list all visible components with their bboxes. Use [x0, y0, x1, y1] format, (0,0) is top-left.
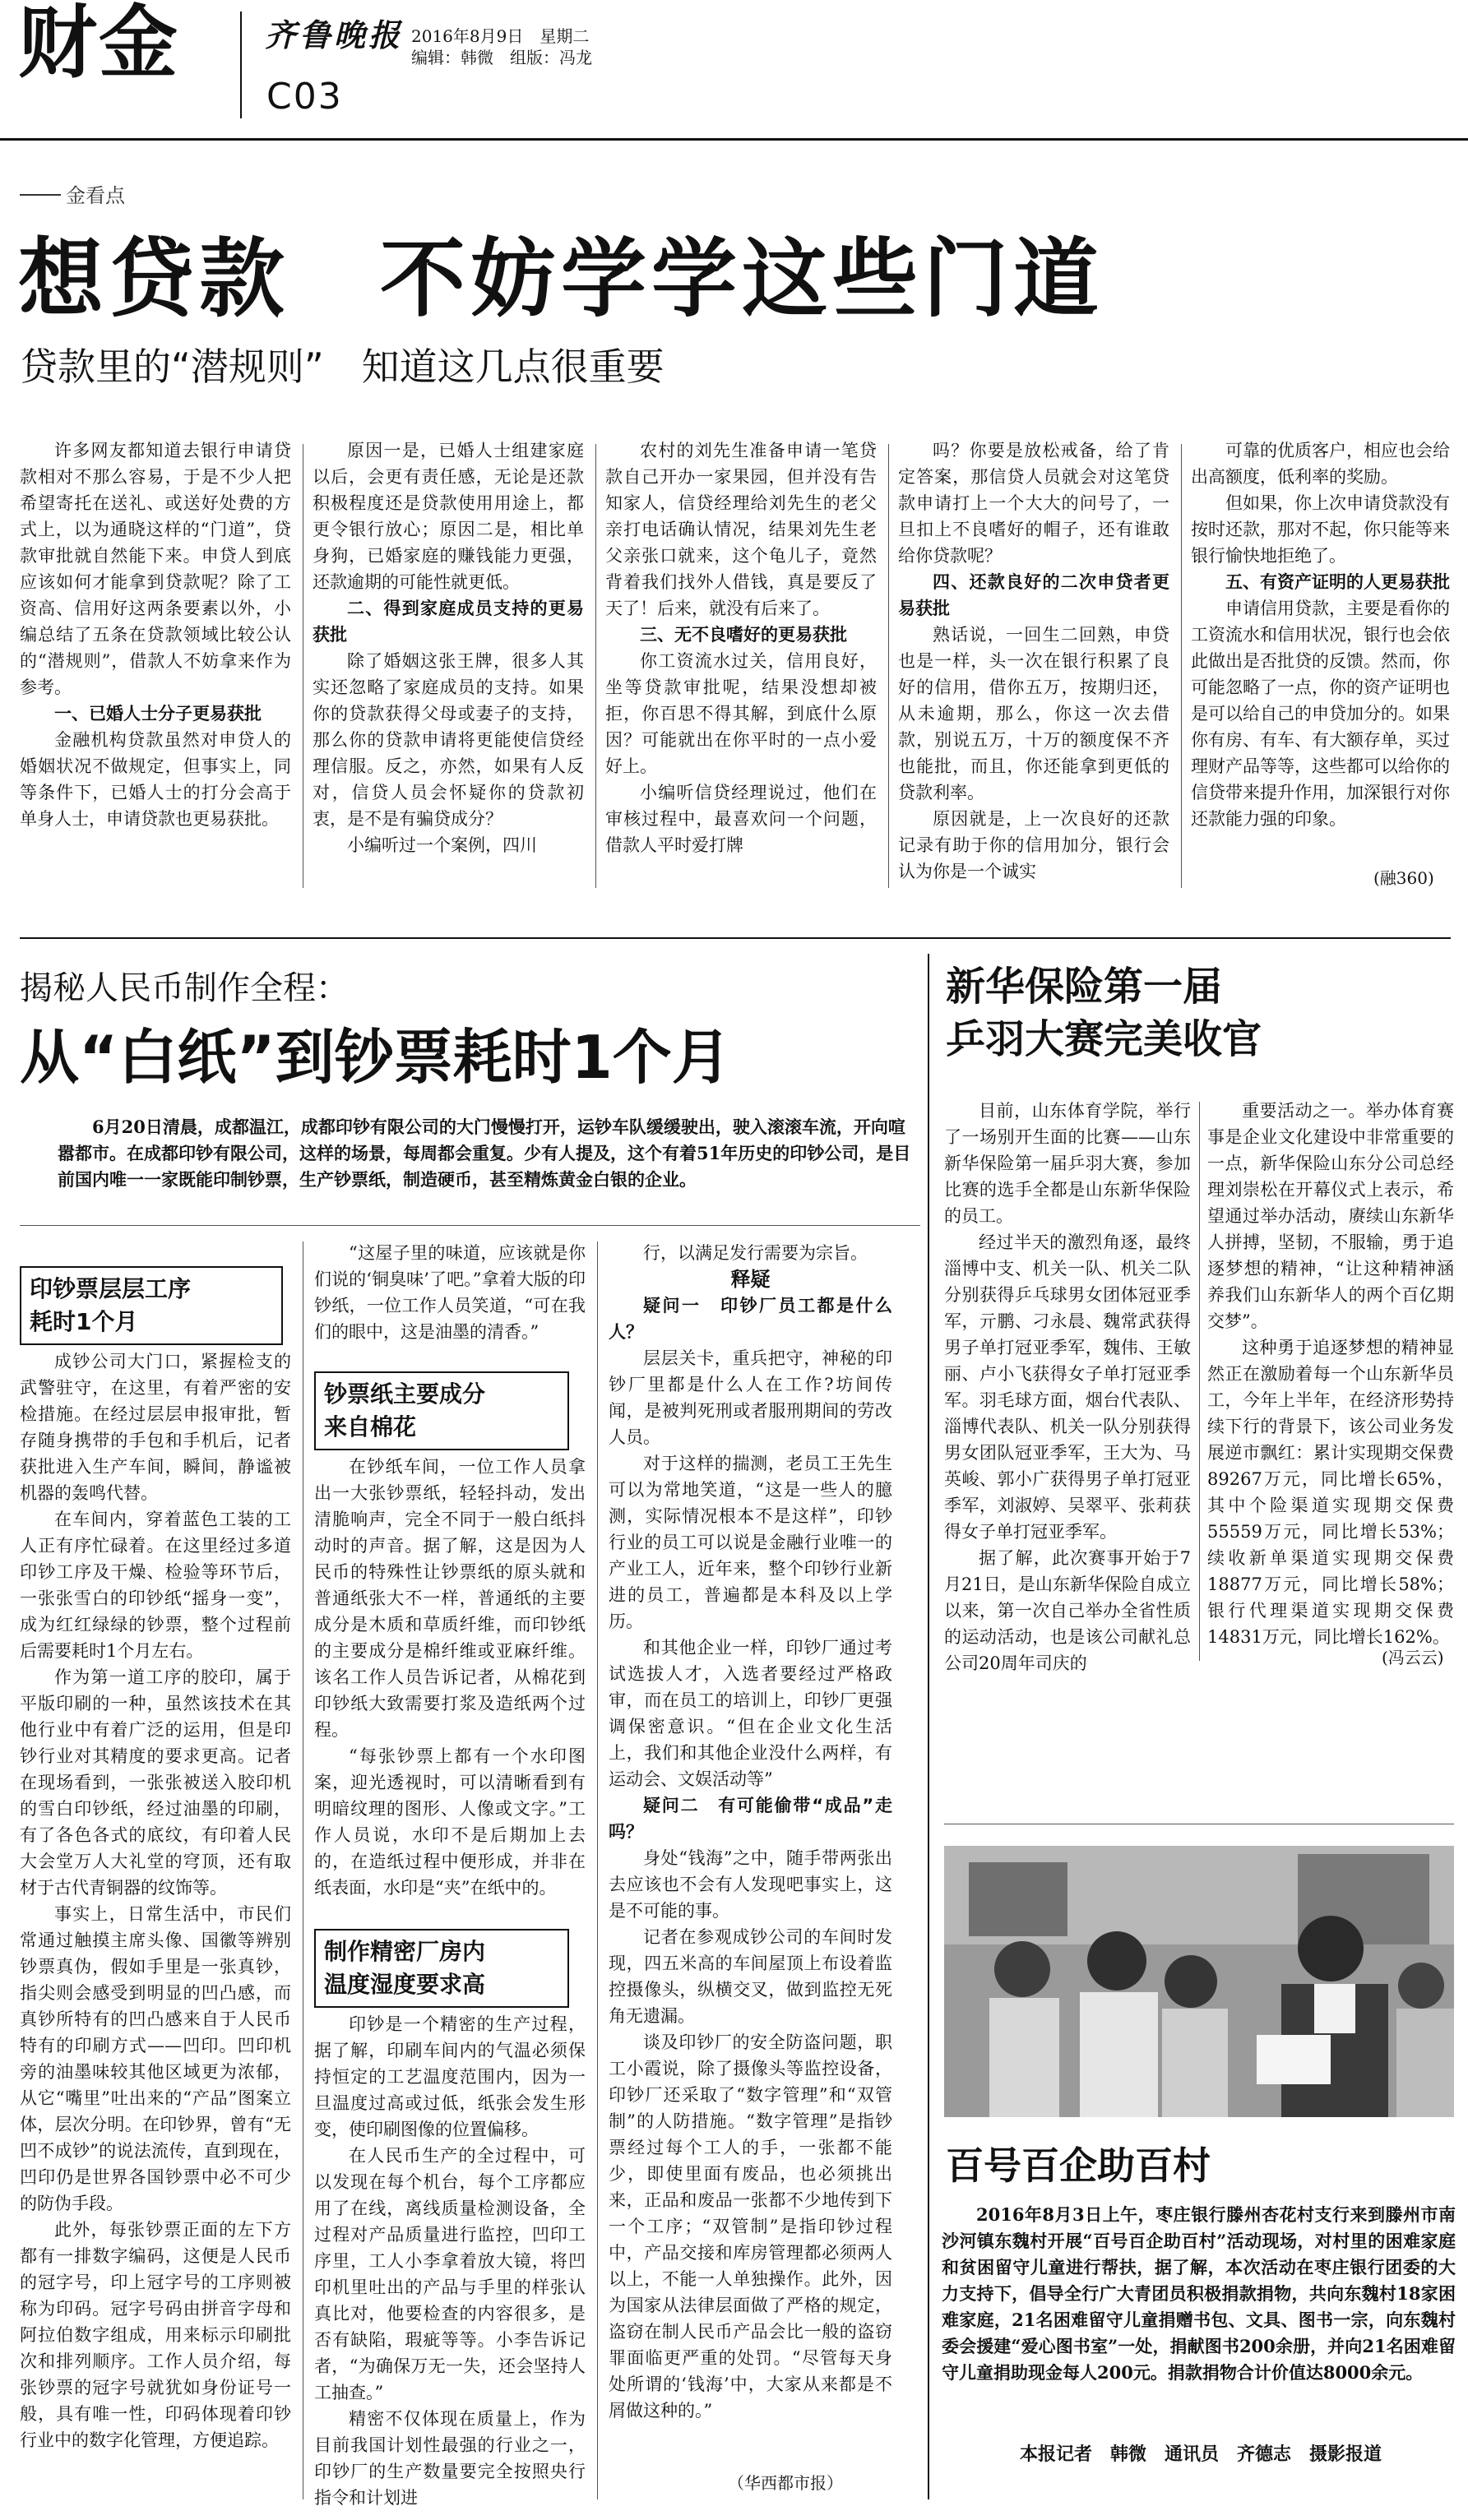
editors-line: 编辑：韩微 组版：冯龙: [411, 48, 592, 67]
article2-byline: （华西都市报）: [728, 2473, 843, 2493]
paragraph: 申请信用贷款，主要是看你的工资流水和信用状况，银行也会依此做出是否批贷的反馈。然而，你可能忽略了一点，你的资产证明也是可以给自己的申贷加分的。如果你有房、有车、有大额存单，买过理财产品等等，这些都可以给你的信贷带来提升作用，加深银行对你还款能力强的印象。: [1191, 599, 1450, 829]
lead-rule: [20, 1225, 920, 1226]
subheading: 四、还款良好的二次申贷者更易获批: [898, 572, 1169, 618]
kicker-line: [20, 194, 61, 196]
article1-column-3: [605, 437, 877, 931]
paragraph: 和其他企业一样，印钞厂通过考试选拔人才，入选者要经过严格政审，而在员工的培训上，印钞厂更强调保密意识。“但在企业文化生活上，我们和其他企业没什么两样，有运动会、文娱活动等”: [609, 1638, 892, 1789]
paragraph: 原因一是，已婚人士组建家庭以后，会更有责任感，无论是还款积极程度还是贷款使用用途上，都更令银行放心；原因二是，相比单身狗，已婚家庭的赚钱能力更强，还款逾期的可能性就更低。: [313, 441, 584, 592]
subheading: 五、有资产证明的人更易获批: [1225, 572, 1450, 592]
paragraph: 事实上，日常生活中，市民们常通过触摸主席头像、国徽等辨别钞票真伪，假如手里是一张真钞，指尖则会感受到明显的凹凸感，而真钞所特有的凹凸感来自于人民币特有的印刷方式——凹印。凹印机旁的油墨味较其他区域更为浓郁，从它“嘴里”吐出来的“产品”图案立体，层次分明。在印钞界，曾有“无凹不成钞”的说法流传，直到现在，凹印仍是世界各国钞票中必不可少的防伪手段。: [20, 1904, 291, 2213]
paragraph: 熟话说，一回生二回熟，申贷也是一样，头一次在银行积累了良好的信用，借你五万，按期归还，从未逾期，那么，你这一次去借款，别说五万，十万的额度保不齐也能批，而且，你还能拿到更低的贷款利率。: [898, 625, 1169, 802]
article2-column-1: [20, 1348, 291, 2499]
article3-column-1: [944, 1098, 1191, 1673]
article2-column-2-middle: [314, 1454, 586, 1922]
article1-column-4: [898, 437, 1169, 931]
subheading: 疑问一 印钞厂员工都是什么人？: [609, 1296, 892, 1342]
column-rule: [1181, 444, 1182, 888]
paragraph: 小编听信贷经理说过，他们在审核过程中，最喜欢问一个问题，借款人平时爱打牌: [605, 783, 877, 855]
masthead-rule: [0, 138, 1468, 141]
article1-column-2: [313, 437, 584, 931]
article1-column-5: [1191, 437, 1450, 873]
news-photo: [944, 1846, 1454, 2117]
article4-headline: 百号百企助百村: [946, 2143, 1211, 2188]
paragraph: 对于这样的揣测，老员工王先生可以为常地笑道，“这是一些人的臆测，实际情况根本不是这样”，印钞行业的员工可以说是金融行业唯一的产业工人，近年来，整个印钞行业新进的员工，普遍都是本科及以上学历。: [609, 1454, 892, 1631]
article2-box-heading-2: 钞票纸主要成分 来自棉花: [314, 1371, 569, 1450]
paragraph: 身处“钱海”之中，随手带两张出去应该也不会有人发现吧事实上，这是不可能的事。: [609, 1848, 892, 1921]
news-photo-illustration: [944, 1846, 1454, 2117]
paragraph: 许多网友都知道去银行申请贷款相对不那么容易，于是不少人把希望寄托在送礼、或送好处费的方式上，以为通晓这样的“门道”，贷款审批就自然能下来。申贷人到底应该如何才能拿到贷款呢？除了工资高、信用好这两条要素以外，小编总结了五条在贷款领域比较公认的“潜规则”，借款人不妨拿来作为参考。: [20, 441, 291, 697]
article4-body: [942, 2202, 1456, 2386]
article1-column-1: [20, 437, 291, 931]
article3-column-2: [1207, 1098, 1454, 1647]
article2-kicker: 揭秘人民币制作全程：: [20, 969, 349, 1007]
page-number: C03: [266, 76, 343, 118]
paragraph: 作为第一道工序的胶印，属于平版印刷的一种，虽然该技术在其他行业中有着广泛的运用，但是印钞行业对其精度的要求更高。记者在现场看到，一张张被送入胶印机的雪白印钞纸，经过油墨的印刷，有了各色各式的底纹，有印着人民大会堂万人大礼堂的穹顶，还有取材于古代青铜器的纹饰等。: [20, 1667, 291, 1898]
issue-date: 2016年8月9日 星期二: [411, 26, 590, 46]
paragraph: 此外，每张钞票正面的左下方都有一排数字编码，这便是人民币的冠字号，印上冠字号的工序则被称为印码。冠字号码由拼音字母和阿拉伯数字组成，用来标示印刷批次和排列顺序。工作人员介绍，每张钞票的冠字号就犹如身份证号一般，具有唯一性，印码体现着印钞行业中的数字化管理，方便追踪。: [20, 2220, 291, 2450]
subheading: 二、得到家庭成员支持的更易获批: [313, 599, 584, 645]
paragraph: 这种勇于追逐梦想的精神显然正在激励着每一个山东新华员工，今年上半年，在经济形势持续下行的背景下，该公司业务发展逆市飘红：累计实现期交保费89267万元，同比增长65%，其中个险渠道实现期交保费55559万元，同比增长53%；续收新单渠道实现期交保费18877万元，同比增长58%；银行代理渠道实现期交保费14831万元，同比增长162%。: [1207, 1338, 1454, 1647]
article3-headline-line2: 乒羽大赛完美收官: [946, 1016, 1262, 1062]
article4-paragraph: 2016年8月3日上午，枣庄银行滕州杏花村支行来到滕州市南沙河镇东魏村开展“百号百企助百村”活动现场，对村里的困难家庭和贫困留守儿童进行帮扶，据了解，本次活动在枣庄银行团委的大力支持下，倡导全行广大青团员积极捐款捐物，共向东魏村18家困难家庭，21名困难留守儿童捐赠书包、文具、图书一宗，向东魏村委会援建“爱心图书室”一处，捐献图书200余册，并向21名困难留守儿童捐助现金每人200元。捐款捐物合计价值达8000余元。: [942, 2204, 1456, 2383]
paragraph: “这屋子里的味道，应该就是你们说的‘铜臭味’了吧。”拿着大版的印钞纸，一位工作人员笑道，“可在我们的眼中，这是油墨的清香。”: [314, 1243, 586, 1342]
paragraph: 在钞纸车间，一位工作人员拿出一大张钞票纸，轻轻抖动，发出清脆响声，完全不同于一般白纸抖动时的声音。据了解，这是因为人民币的特殊性让钞票纸的原头就和普通纸张大不一样，普通纸的主要成分是木质和草质纤维，而印钞纸的主要成分是棉纤维或亚麻纤维。该名工作人员告诉记者，从棉花到印钞纸大致需要打浆及造纸两个过程。: [314, 1457, 586, 1740]
article2-headline: 从“白纸”到钞票耗时1个月: [20, 1023, 731, 1092]
article3-headline-line1: 新华保险第一届: [946, 964, 1223, 1010]
article2-column-2-top: [314, 1240, 586, 1363]
article1-headline: 想贷款 不妨学学这些门道: [18, 229, 1104, 329]
paragraph: 目前，山东体育学院，举行了一场别开生面的比赛——山东新华保险第一届乒羽大赛，参加比赛的选手全都是山东新华保险的员工。: [944, 1101, 1191, 1226]
paragraph: 记者在参观成钞公司的车间时发现，四五米高的车间屋顶上布设着监控摄像头，纵横交叉，做到监控无死角无遗漏。: [609, 1927, 892, 2026]
section-title: 财金: [18, 0, 179, 89]
paragraph: “每张钞票上都有一个水印图案，迎光透视时，可以清晰看到有明暗纹理的图形、人像或文字。”工作人员说，水印不是后期加上去的，在造纸过程中便形成，并非在纸表面，水印是“夹”在纸中的。: [314, 1746, 586, 1898]
paragraph: 在车间内，穿着蓝色工装的工人正有序忙碌着。在这里经过多道印钞工序及干燥、检验等环节后，一张张雪白的印钞纸“摇身一变”，成为红红绿绿的钞票，整个过程前后需要耗时1个月左右。: [20, 1510, 291, 1661]
paragraph: 行，以满足发行需要为宗旨。: [643, 1243, 868, 1263]
column-rule: [597, 1242, 598, 2499]
column-rule: [595, 444, 596, 888]
article2-box-heading-3: 制作精密厂房内 温度湿度要求高: [314, 1929, 569, 2008]
subheading: 疑问二 有可能偷带“成品”走吗？: [609, 1796, 892, 1842]
article1-byline: (融360): [1373, 868, 1434, 888]
article4-credit: 本报记者 韩微 通讯员 齐德志 摄影报道: [1020, 2444, 1382, 2465]
paragraph: 在人民币生产的全过程中，可以发现在每个机台，每个工序都应用了在线，离线质量检测设备，全过程对产品质量进行监控，凹印工序里，工人小李拿着放大镜，将凹印机里吐出的产品与手里的样张认真比对，他要检查的内容很多，是否有缺陷，瑕疵等等。小李告诉记者，“为确保万无一失，还会坚持人工抽查。”: [314, 2146, 586, 2402]
paragraph: 据了解，此次赛事开始于7月21日，是山东新华保险自成立以来，第一次自己举办全省性质的运动活动，也是该公司献礼总公司20周年司庆的: [944, 1548, 1191, 1673]
article1-subhead: 贷款里的“潜规则” 知道这几点很重要: [20, 344, 665, 389]
paragraph: 原因就是，上一次良好的还款记录有助于你的信用加分，银行会认为你是一个诚实: [898, 809, 1169, 881]
paragraph: 农村的刘先生准备申请一笔贷款自己开办一家果园，但并没有告知家人，信贷经理给刘先生的老父亲打电话确认情况，结果刘先生老父亲张口就来，这个龟儿子，竟然背着我们找外人借钱，真是要反了天了！后来，就没有后来了。: [605, 441, 877, 618]
section-vertical-divider: [928, 954, 929, 2499]
newspaper-brand: 齐鲁晚报: [265, 16, 404, 53]
article2-box-heading-1: 印钞票层层工序 耗时1个月: [20, 1266, 283, 1345]
paragraph: 吗？你要是放松戒备，给了肯定答案，那信贷人员就会对这笔贷款申请打上一个大大的问号了，一旦扣上不良嗜好的帽子，还有谁敢给你贷款呢？: [898, 441, 1169, 566]
paragraph: 谈及印钞厂的安全防盗问题，职工小霞说，除了摄像头等监控设备，印钞厂还采取了“数字管理”和“双管制”的人防措施。“数字管理”是指钞票经过每个工人的手，一张都不能少，即使里面有废品，也必须挑出来，正品和废品一张都不少地传到下一个工序；“双管制”是指印钞过程中，产品交接和库房管理都必须两人以上，不能一人单独操作。此外，因为国家从法律层面做了严格的规定，盗窃在制人民币产品会比一般的盗窃罪面临更严重的处罚。“尽管每天身处所谓的‘钱海’中，大家从来都是不屑做这种的。”: [609, 2032, 892, 2421]
subheading: 一、已婚人士分子更易获批: [54, 704, 262, 724]
section-label: 释疑: [730, 1268, 771, 1291]
masthead-divider: [240, 12, 242, 118]
paragraph: 你工资流水过关，信用良好，坐等贷款审批呢，结果没想却被拒，你百思不得其解，到底什么原因？可能就出在你平时的一点小爱好上。: [605, 651, 877, 776]
paragraph: 小编听过一个案例，四川: [347, 835, 537, 855]
paragraph: 但如果，你上次申请贷款没有按时还款，那对不起，你只能等来银行愉快地拒绝了。: [1191, 493, 1450, 566]
paragraph: 成钞公司大门口，紧握检支的武警驻守，在这里，有着严密的安检措施。在经过层层申报审批，暂存随身携带的手包和手机后，记者获批进入生产车间，瞬间，静谧被机器的轰鸣代替。: [20, 1352, 291, 1503]
column-rule: [888, 444, 889, 888]
section-divider: [20, 937, 1451, 939]
paragraph: 金融机构贷款虽然对申贷人的婚姻状况不做规定，但事实上，同等条件下，已婚人士的打分会高于单身人士，申请贷款也更易获批。: [20, 730, 291, 829]
paragraph: 层层关卡，重兵把守，神秘的印钞厂里都是什么人在工作?坊间传闻，是被判死刑或者服刑期间的劳改人员。: [609, 1348, 892, 1447]
paragraph: 印钞是一个精密的生产过程，据了解，印刷车间内的气温必须保持恒定的工艺温度范围内，因为一旦温度过高或过低，纸张会发生形变，使印刷图像的位置偏移。: [314, 2014, 586, 2139]
article1-kicker: 金看点: [66, 184, 125, 207]
paragraph: 除了婚姻这张王牌，很多人其实还忽略了家庭成员的支持。如果你的贷款获得父母或妻子的支持，那么你的贷款申请将更能使信贷经理信服。反之，亦然，如果有人反对，信贷人员会怀疑你的贷款初衷，是不是有骗贷成分？: [313, 651, 584, 829]
paragraph: 可靠的优质客户，相应也会给出高额度，低利率的奖励。: [1191, 441, 1450, 487]
article2-column-2-bottom: [314, 2011, 586, 2508]
paragraph: 重要活动之一。举办体育赛事是企业文化建设中非常重要的一点，新华保险山东分公司总经理刘崇松在开幕仪式上表示，希望通过举办活动，赓续山东新华人拼搏，坚韧，不服输，勇于追逐梦想的精神，“让这种精神涵养我们山东新华人的两个百亿期交梦”。: [1207, 1101, 1454, 1331]
column-rule: [1199, 1102, 1200, 1661]
paragraph: 精密不仅体现在质量上，作为目前我国计划性最强的行业之一，印钞厂的生产数量要完全按照央行指令和计划进: [314, 2409, 586, 2508]
article3-headline: [946, 960, 1262, 1066]
paragraph: 经过半天的激烈角逐，最终淄博中支、机关一队、机关二队分别获得乒乓球男女团体冠亚季军，亓鹏、刁永晨、魏常武获得男子单打冠亚季军，魏伟、王敏丽、卢小飞获得女子单打冠亚季军。羽毛球方面，烟台代表队、淄博代表队、机关一队分别获得男女团队冠亚季军，王大为、马英峻、郭小广获得男子单打冠亚季军，刘淑婷、吴翠平、张莉获得女子单打冠亚季军。: [944, 1232, 1191, 1542]
subheading: 三、无不良嗜好的更易获批: [640, 625, 847, 645]
article2-column-3: [609, 1240, 892, 2465]
article2-lead: 6月20日清晨，成都温江，成都印钞有限公司的大门慢慢打开，运钞车队缓缓驶出，驶入滚滚车流，开向喧嚣都市。在成都印钞有限公司，这样的场景，每周都会重复。少有人提及，这个有着51年历史的印钞公司，是目前国内唯一一家既能印制钞票，生产钞票纸，制造硬币，甚至精炼黄金白银的企业。: [58, 1117, 911, 1190]
article3-byline: (冯云云): [1382, 1648, 1444, 1667]
